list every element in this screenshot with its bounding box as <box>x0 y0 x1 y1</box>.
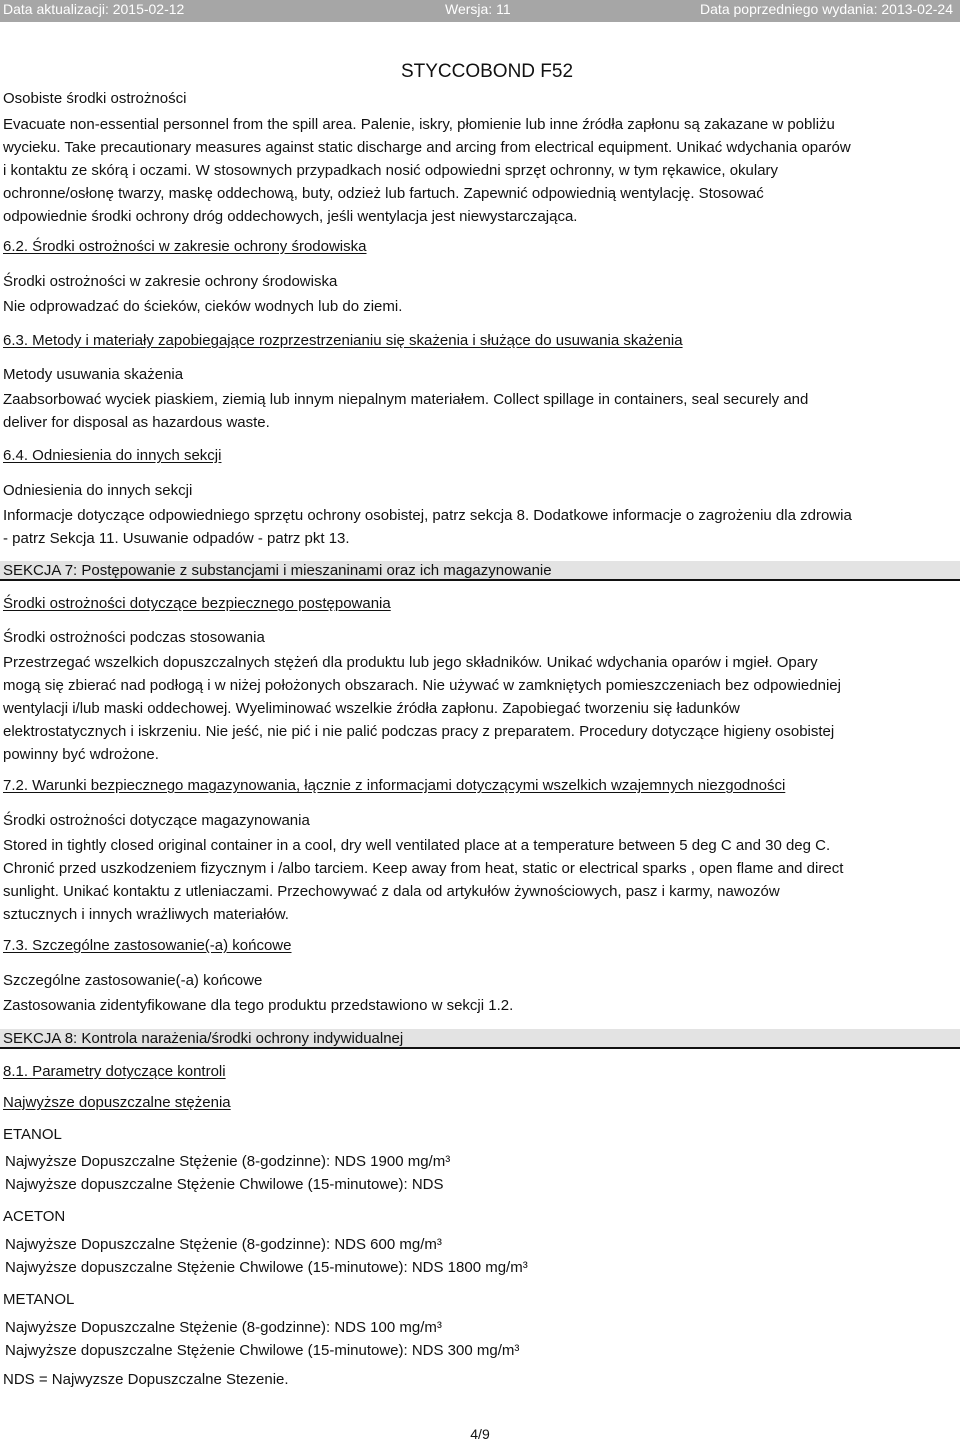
section-8-1-heading: 8.1. Parametry dotyczące kontroli <box>3 1063 226 1080</box>
substance-name: ACETON <box>3 1208 66 1225</box>
section-6-2-text: Nie odprowadzać do ścieków, cieków wodnych lub do ziemi. <box>3 298 403 315</box>
personal-precautions-heading: Osobiste środki ostrożności <box>3 90 187 107</box>
previous-date: Data poprzedniego wydania: 2013-02-24 <box>700 1 953 17</box>
section-6-4-text: Informacje dotyczące odpowiedniego sprzętu ochrony osobistej, patrz sekcja 8. Dodatkowe informacje o zagrożeniu dla zdrowia <box>3 507 852 524</box>
substance-limit: Najwyższe Dopuszczalne Stężenie (8-godzinne): NDS 100 mg/m³ <box>5 1319 442 1336</box>
product-title: STYCCOBOND F52 <box>400 61 574 82</box>
version: Wersja: 11 <box>445 1 511 17</box>
section-7-2-text: Stored in tightly closed original container in a cool, dry well ventilated place at a temperature between 5 deg C and 30 deg C. <box>3 837 831 854</box>
section-6-3-text: deliver for disposal as hazardous waste. <box>3 414 270 431</box>
section-7-2-text: Chronić przed uszkodzeniem fizycznym i /albo tarciem. Keep away from heat, static or electrical sparks , open flame and direct <box>3 860 844 877</box>
section-7-bar <box>0 561 960 581</box>
section-7-3-subheading: Szczególne zastosowanie(-a) końcowe <box>3 972 263 989</box>
limits-footnote: NDS = Najwyzsze Dopuszczalne Stezenie. <box>3 1371 289 1388</box>
substance-name: METANOL <box>3 1291 75 1308</box>
section-7-1-subheading: Środki ostrożności podczas stosowania <box>3 629 265 646</box>
section-7-3-heading: 7.3. Szczególne zastosowanie(-a) końcowe <box>3 937 292 954</box>
section-7-1-text: elektrostatycznych i iskrzeniu. Nie jeść, nie pić i nie palić podczas pracy z preparatem. Procedury dotyczące higieny osobistej <box>3 723 835 740</box>
personal-precautions-line: wycieku. Take precautionary measures against static discharge and arcing from electrical equipment. Unikać wdychania oparów <box>3 139 851 156</box>
substance-limit: Najwyższe dopuszczalne Stężenie Chwilowe (15-minutowe): NDS 300 mg/m³ <box>5 1342 520 1359</box>
section-7-3-text: Zastosowania zidentyfikowane dla tego produktu przedstawiono w sekcji 1.2. <box>3 997 514 1014</box>
page-number: 4/9 <box>470 1426 490 1442</box>
section-7-1-text: mogą się zbierać nad podłogą i w niżej położonych obszarach. Nie używać w zamkniętych pomieszczeniach bez odpowiedniej <box>3 677 841 694</box>
substance-limit: Najwyższe Dopuszczalne Stężenie (8-godzinne): NDS 600 mg/m³ <box>5 1236 442 1253</box>
section-7-2-text: sztucznych i innych wrażliwych materiałów. <box>3 906 289 923</box>
section-8-bar <box>0 1029 960 1049</box>
section-6-4-subheading: Odniesienia do innych sekcji <box>3 482 193 499</box>
section-7-1-text: wentylacji i/lub maski oddechowej. Wyeliminować wszelkie źródła zapłonu. Zapobiegać tworzeniu się ładunków <box>3 700 740 717</box>
section-7-1-text: Przestrzegać wszelkich dopuszczalnych stężeń dla produktu lub jego składników. Unikać wdychania oparów i mgieł. Opary <box>3 654 818 671</box>
section-6-3-heading: 6.3. Metody i materiały zapobiegające rozprzestrzenianiu się skażenia i służące do usuwania skażenia <box>3 332 683 349</box>
section-8-title: SEKCJA 8: Kontrola narażenia/środki ochrony indywidualnej <box>3 1030 404 1047</box>
section-7-1-heading: Środki ostrożności dotyczące bezpiecznego postępowania <box>3 595 391 612</box>
personal-precautions-line: i kontaktu ze skórą i oczami. W stosownych przypadkach nosić odpowiedni sprzęt ochronny, w tym rękawice, okulary <box>3 162 779 179</box>
personal-precautions-line: ochronne/osłonę twarzy, maskę oddechową, buty, odzież lub fartuch. Zapewnić odpowiednią wentylację. Stosować <box>3 185 764 202</box>
substance-name: ETANOL <box>3 1126 62 1143</box>
substance-limit: Najwyższe dopuszczalne Stężenie Chwilowe (15-minutowe): NDS 1800 mg/m³ <box>5 1259 528 1276</box>
personal-precautions-line: odpowiednie środki ochrony dróg oddechowych, jeśli wentylacja jest niewystarczająca. <box>3 208 578 225</box>
section-6-2-subheading: Środki ostrożności w zakresie ochrony środowiska <box>3 273 338 290</box>
section-7-2-heading: 7.2. Warunki bezpiecznego magazynowania, łącznie z informacjami dotyczącymi wszelkich wzajemnych niezgodności <box>3 777 786 794</box>
section-7-1-text: powinny być wdrożone. <box>3 746 159 763</box>
update-date: Data aktualizacji: 2015-02-12 <box>3 1 185 17</box>
section-6-3-text: Zaabsorbować wyciek piaskiem, ziemią lub innym niepalnym materiałem. Collect spillage in containers, seal securely and <box>3 391 809 408</box>
section-7-2-subheading: Środki ostrożności dotyczące magazynowania <box>3 812 310 829</box>
section-6-4-text: - patrz Sekcja 11. Usuwanie odpadów - patrz pkt 13. <box>3 530 350 547</box>
section-6-3-subheading: Metody usuwania skażenia <box>3 366 184 383</box>
section-6-4-heading: 6.4. Odniesienia do innych sekcji <box>3 447 222 464</box>
section-6-2-heading: 6.2. Środki ostrożności w zakresie ochrony środowiska <box>3 238 367 255</box>
section-7-2-text: sunlight. Unikać kontaktu z utleniaczami. Przechowywać z dala od artykułów żywnościowych, pasz i karmy, nawozów <box>3 883 780 900</box>
section-7-title: SEKCJA 7: Postępowanie z substancjami i mieszaninami oraz ich magazynowanie <box>3 562 552 579</box>
substance-limit: Najwyższe dopuszczalne Stężenie Chwilowe (15-minutowe): NDS <box>5 1176 444 1193</box>
substance-limit: Najwyższe Dopuszczalne Stężenie (8-godzinne): NDS 1900 mg/m³ <box>5 1153 451 1170</box>
limits-heading: Najwyższe dopuszczalne stężenia <box>3 1094 231 1111</box>
personal-precautions-line: Evacuate non-essential personnel from the spill area. Palenie, iskry, płomienie lub inne źródła zapłonu są zakazane w pobliżu <box>3 116 835 133</box>
